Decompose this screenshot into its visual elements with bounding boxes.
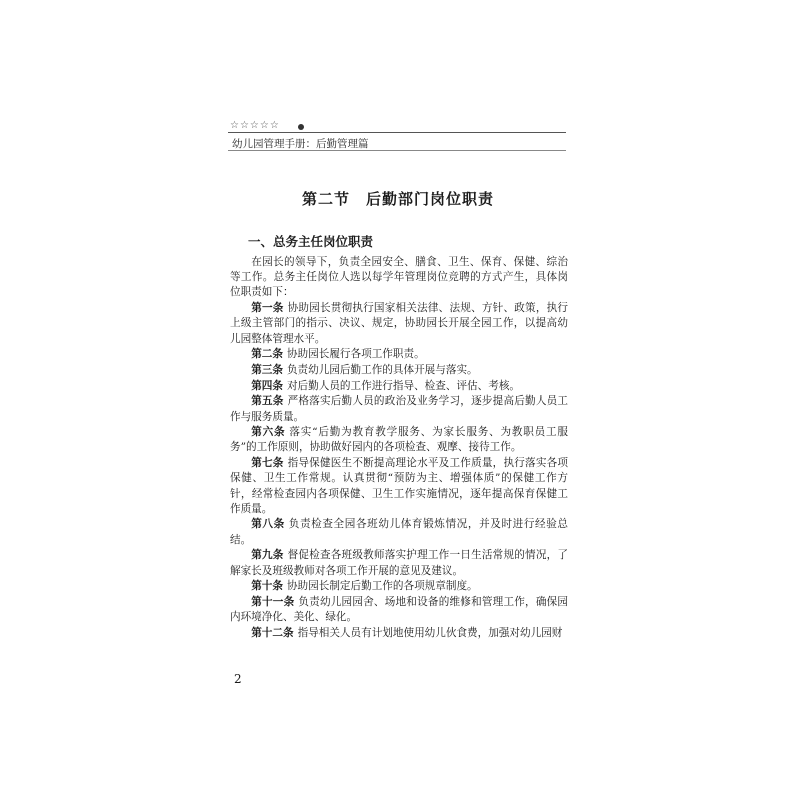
running-title: 幼儿园管理手册：后勤管理篇 [232,138,369,150]
article-text: 督促检查各班级教师落实护理工作一日生活常规的情况，了解家长及班级教师对各项工作开展的意见及建议。 [230,549,569,577]
header-rule-bottom [228,150,566,151]
page-number: 2 [234,672,242,686]
article-paragraph [230,363,568,378]
star-decoration-icon: ☆☆☆☆☆ [230,120,280,131]
article-label: 第三条 [251,363,283,376]
article-label: 第十二条 [251,626,294,639]
article-label: 第十一条 [251,595,295,608]
running-header [228,118,568,152]
article-text: 指导相关人员有计划地使用幼儿伙食费，加强对幼儿园财 [297,626,563,639]
article-label: 第五条 [251,395,284,408]
article-paragraph [230,626,568,641]
intro-paragraph: 在园长的领导下，负责全园安全、膳食、卫生、保育、保健、综治等工作。总务主任岗位人选以每学年管理岗位竞聘的方式产生，具体岗位职责如下： [230,256,568,299]
article-paragraph [230,548,568,578]
article-label: 第八条 [251,518,285,531]
article-label: 第九条 [251,549,284,562]
article-text: 负责幼儿园园舍、场地和设备的维修和管理工作，确保园内环境净化、美化、绿化。 [230,595,569,624]
article-text: 指导保健医生不断提高理论水平及工作质量，执行落实各项保健、卫生工作常规。认真贯彻“预防为主、增强体质”的保健工作方针，经常检查园内各项保健、卫生工作实施情况，逐年提高保育保健工作质量。 [230,457,569,515]
article-label: 第四条 [251,379,283,392]
header-rule-top [228,132,566,133]
article-paragraph [230,579,568,594]
article-paragraph [230,301,568,347]
article-text: 严格落实后勤人员的政治及业务学习，逐步提高后勤人员工作与服务质量。 [230,395,569,423]
article-paragraph [230,456,568,517]
article-paragraph [230,394,568,424]
body-text [230,255,568,642]
article-paragraph [230,595,568,625]
article-text: 落实“后勤为教育教学服务、为家长服务、为教职员工服务”的工作原则，协助做好园内的各项检查、观摩、接待工作。 [230,426,568,454]
article-text: 协助园长贯彻执行国家相关法律、法规、方针、政策，执行上级主管部门的指示、决议、规定，协助园长开展全园工作，以提高幼儿园整体管理水平。 [230,302,569,345]
article-label: 第二条 [251,348,283,361]
section-title: 第二节 后勤部门岗位职责 [301,190,494,208]
article-label: 第一条 [251,302,284,315]
article-label: 第七条 [251,457,284,470]
sub-heading: 一、总务主任岗位职责 [248,234,374,249]
article-paragraph [230,379,568,394]
article-text: 负责幼儿园后勤工作的具体开展与落实。 [286,363,478,376]
article-text: 协助园长履行各项工作职责。 [286,348,425,361]
bullet-dot-icon [298,124,304,130]
article-text: 负责检查全园各班幼儿体育锻炼情况，并及时进行经验总结。 [230,518,569,546]
article-paragraph [230,517,568,547]
article-paragraph [230,425,568,455]
article-label: 第十条 [251,580,283,593]
article-text: 协助园长制定后勤工作的各项规章制度。 [286,580,478,593]
article-text: 对后勤人员的工作进行指导、检查、评估、考核。 [286,379,521,392]
article-paragraph [230,347,568,362]
article-label: 第六条 [251,426,286,439]
